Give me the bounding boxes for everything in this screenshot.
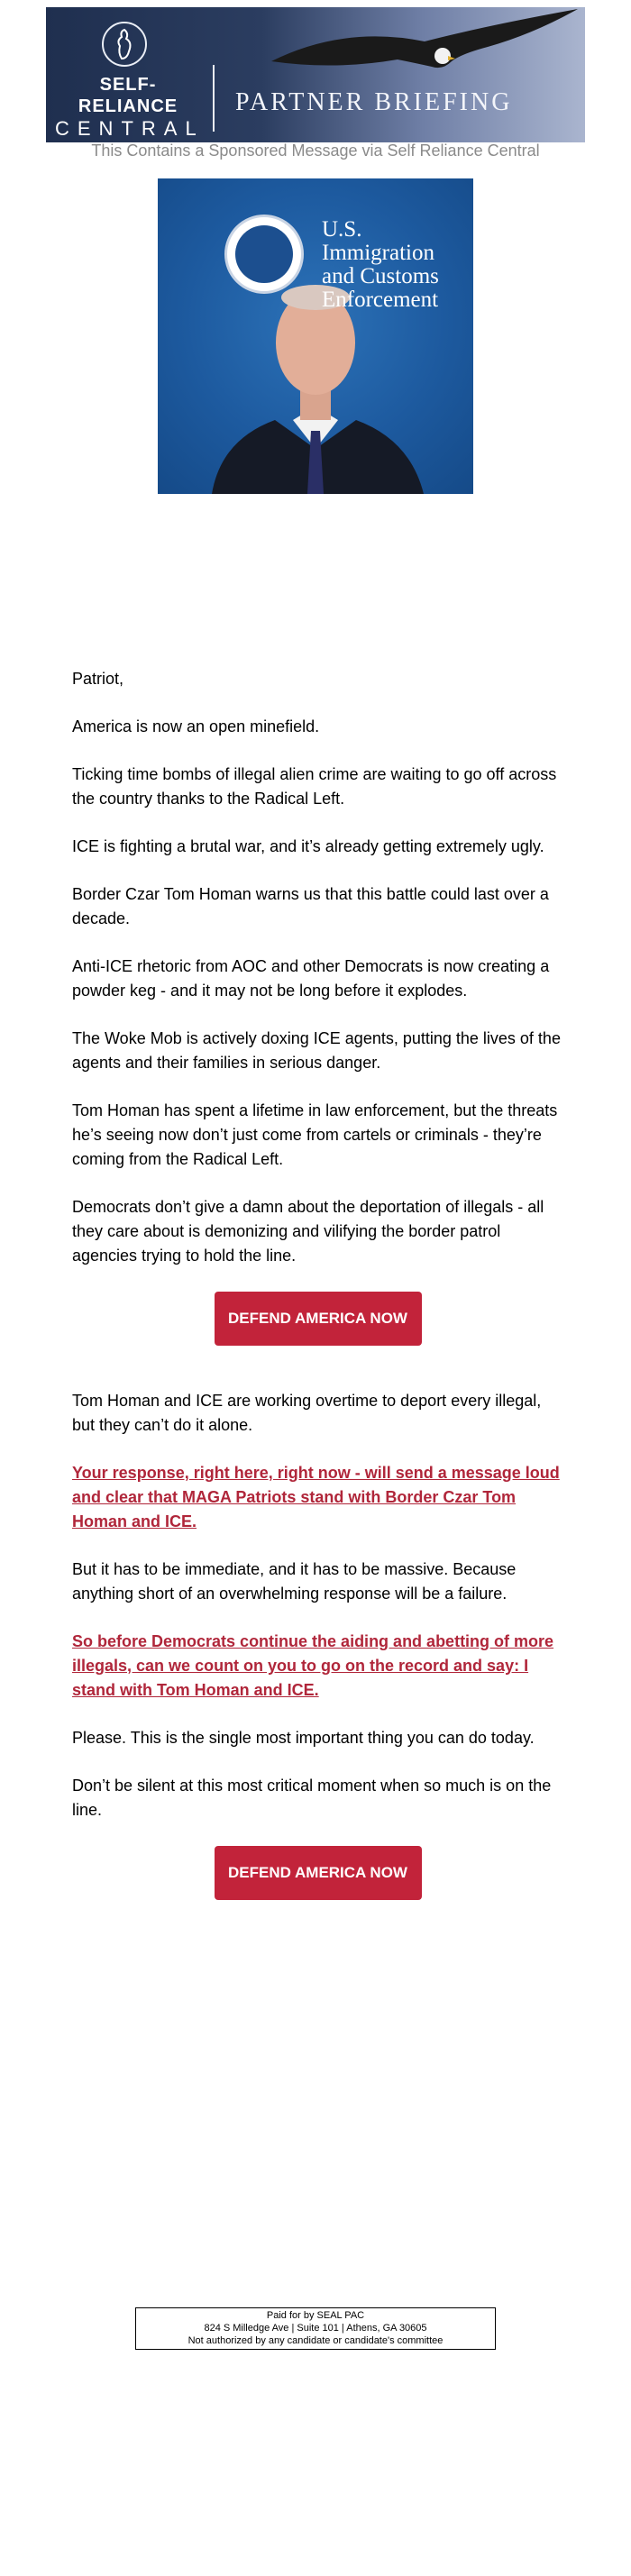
disclaimer-line-3: Not authorized by any candidate or candidate's committee <box>187 2335 444 2346</box>
paragraph: Tom Homan has spent a lifetime in law enforcement, but the threats he’s seeing now don’t just come from cartels or criminals - they’re coming from the Radical Left. <box>72 1101 558 1168</box>
paragraph: Please. This is the single most important thing you can do today. <box>72 1729 535 1747</box>
response-link[interactable]: Your response, right here, right now - will send a message loud and clear that MAGA Patriots stand with Border Czar Tom Homan and ICE. <box>72 1464 560 1530</box>
dhs-seal <box>224 215 304 294</box>
paragraph: The Woke Mob is actively doxing ICE agents, putting the lives of the agents and their families in serious danger. <box>72 1029 561 1072</box>
brand-name <box>55 74 205 141</box>
paragraph: Don’t be silent at this most critical moment when so much is on the line. <box>72 1777 552 1819</box>
seal-eagle-icon <box>235 225 293 283</box>
agency-line-2: and Customs <box>322 264 439 288</box>
paragraph: Anti-ICE rhetoric from AOC and other Democrats is now creating a powder keg - and it may not be long before it explodes. <box>72 957 550 1000</box>
paragraph: Border Czar Tom Homan warns us that this battle could last over a decade. <box>72 885 549 927</box>
logo-figure-icon <box>111 28 138 60</box>
agency-line-1: U.S. Immigration <box>322 217 434 265</box>
section-title: PARTNER BRIEFING <box>235 88 513 116</box>
paragraph: Democrats don’t give a damn about the deportation of illegals - all they care about is demonizing and vilifying the border patrol agencies trying to hold the line. <box>72 1198 544 1265</box>
hero-image <box>158 178 473 494</box>
email-body <box>72 667 563 1943</box>
banner-divider <box>213 65 215 132</box>
paragraph: America is now an open minefield. <box>72 717 320 735</box>
disclaimer-line-1: Paid for by SEAL PAC <box>266 2310 365 2321</box>
disclaimer-line-2: 824 S Milledge Ave | Suite 101 | Athens, GA 30605 <box>204 2323 427 2334</box>
sponsored-note: This Contains a Sponsored Message via Self Reliance Central <box>91 142 540 160</box>
paragraph: ICE is fighting a brutal war, and it’s already getting extremely ugly. <box>72 837 544 855</box>
eagle-image <box>262 7 585 88</box>
defend-america-button[interactable]: DEFEND AMERICA NOW <box>215 1292 422 1346</box>
paid-for-disclaimer <box>135 2307 496 2350</box>
agency-title <box>322 218 473 312</box>
header-banner <box>46 7 585 142</box>
greeting: Patriot, <box>72 670 124 688</box>
paragraph: Tom Homan and ICE are working overtime to deport every illegal, but they can’t do it alone. <box>72 1392 542 1434</box>
defend-america-button-2[interactable]: DEFEND AMERICA NOW <box>215 1846 422 1900</box>
agency-line-3: Enforcement <box>322 288 439 312</box>
paragraph: Ticking time bombs of illegal alien crime are waiting to go off across the country thanks to the Radical Left. <box>72 765 557 808</box>
brand-line-1: SELF-RELIANCE <box>78 75 178 116</box>
stand-with-link[interactable]: So before Democrats continue the aiding and abetting of more illegals, can we count on you to go on the record and say: I stand with Tom Homan and ICE. <box>72 1632 554 1699</box>
brand-line-2: CENTRAL <box>55 117 205 140</box>
cta-wrap-1 <box>72 1292 563 1346</box>
brand-logo <box>102 22 147 67</box>
cta-wrap-2 <box>72 1846 563 1900</box>
paragraph: But it has to be immediate, and it has to be massive. Because anything short of an overwhelming response will be a failure. <box>72 1560 517 1603</box>
